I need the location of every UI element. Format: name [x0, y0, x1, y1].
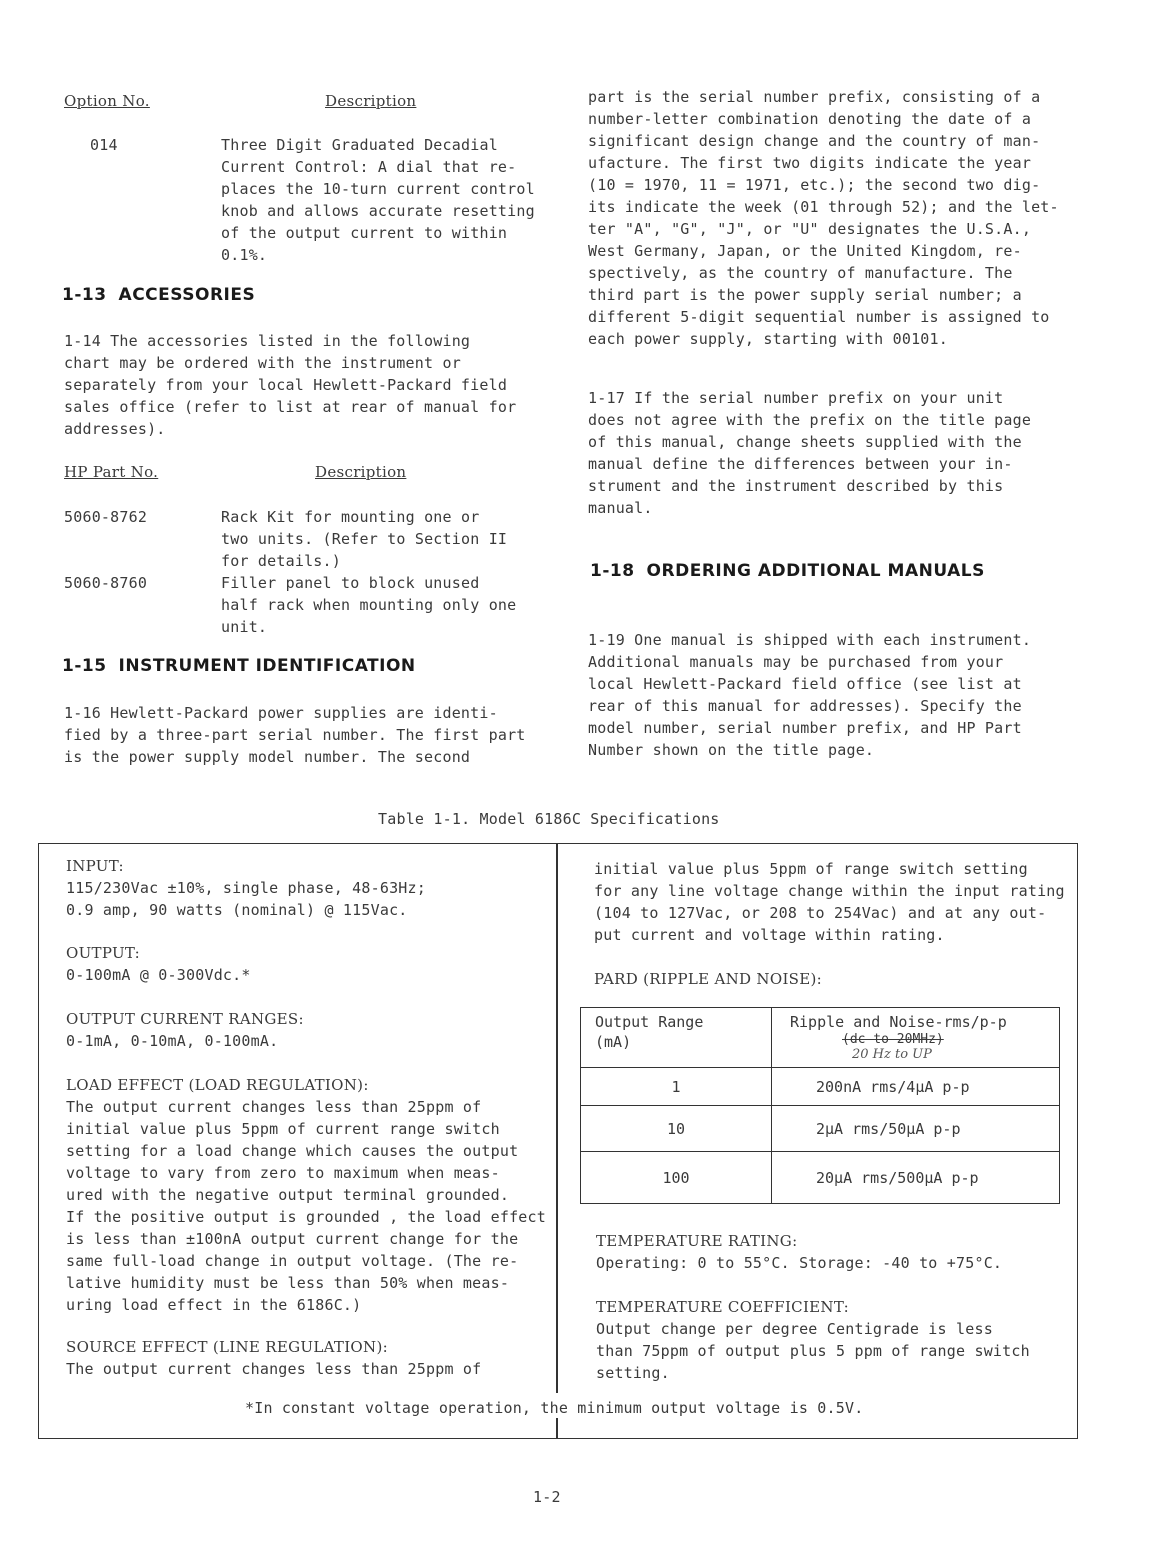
accessory-description: Filler panel to block unused half rack when mounting only one unit.	[221, 574, 517, 636]
option-description: Three Digit Graduated Decadial Current Control: A dial that re- places the 10-turn current control knob and allows accurate resetting of the output current to within 0.1%.	[221, 136, 535, 264]
section-heading-1-15	[62, 656, 416, 676]
accessory-description: Rack Kit for mounting one or two units. (Refer to Section II for details.)	[221, 508, 508, 570]
accessory-part-number: 5060-8762	[64, 508, 148, 526]
option-number: 014	[90, 136, 118, 154]
section-title: INSTRUMENT IDENTIFICATION	[118, 656, 416, 676]
pard-label: PARD (RIPPLE AND NOISE):	[594, 970, 823, 988]
temperature-coefficient-spec: Output change per degree Centigrade is less than 75ppm of output plus 5 ppm of range switch setting.	[596, 1320, 1030, 1382]
pard-table	[580, 1007, 1060, 1204]
temperature-rating-spec: Operating: 0 to 55°C. Storage: -40 to +75°C.	[596, 1254, 1003, 1272]
accessory-part-number: 5060-8760	[64, 574, 148, 592]
paragraph-1-17: 1-17 If the serial number prefix on your unit does not agree with the prefix on the title page of this manual, change sheets supplied with the manual define the differences between your in- strument and the instrument described by this manual.	[588, 389, 1032, 517]
paragraph-1-19: 1-19 One manual is shipped with each instrument. Additional manuals may be purchased from your local Hewlett-Packard field office (see list at rear of this manual for addresses). Specify the model number, serial number prefix, and HP Part Number shown on the title page.	[588, 631, 1032, 759]
section-heading-1-13	[62, 285, 255, 305]
pard-noise-cell: 20μA rms/500μA p-p	[772, 1152, 1060, 1204]
source-effect-label: SOURCE EFFECT (LINE REGULATION):	[66, 1338, 388, 1356]
pard-header-ripple-noise	[772, 1008, 1060, 1068]
source-effect-spec: The output current changes less than 25ppm of	[66, 1360, 482, 1378]
pard-range-cell: 1	[581, 1068, 772, 1106]
temperature-rating-label: TEMPERATURE RATING:	[596, 1232, 798, 1250]
option-description-header: Description	[325, 92, 417, 110]
temperature-coefficient-label: TEMPERATURE COEFFICIENT:	[596, 1298, 849, 1316]
paragraph-1-16: 1-16 Hewlett-Packard power supplies are identi- fied by a three-part serial number. The first part is the power supply model number. The second	[64, 704, 526, 766]
pard-noise-cell: 200nA rms/4μA p-p	[772, 1068, 1060, 1106]
pard-noise-cell: 2μA rms/50μA p-p	[772, 1106, 1060, 1152]
hp-part-no-header: HP Part No.	[64, 463, 159, 481]
pard-header-struck-range: (dc to 20MHz)	[842, 1032, 944, 1047]
section-title: ORDERING ADDITIONAL MANUALS	[646, 561, 985, 581]
pard-header-output-range: Output Range (mA)	[581, 1008, 772, 1068]
section-heading-1-18	[590, 561, 985, 581]
column-divider	[556, 1418, 558, 1439]
section-number: 1-15	[62, 656, 107, 676]
pard-range-cell: 100	[581, 1152, 772, 1204]
output-spec: 0-100mA @ 0-300Vdc.*	[66, 966, 251, 984]
page-number: 1-2	[533, 1488, 561, 1506]
footnote: *In constant voltage operation, the minimum output voltage is 0.5V.	[245, 1399, 864, 1417]
section-number: 1-18	[590, 561, 635, 581]
paragraph-1-14: 1-14 The accessories listed in the following chart may be ordered with the instrument or separately from your local Hewlett-Packard field sales office (refer to list at rear of manual for addresses).	[64, 332, 517, 438]
load-effect-label: LOAD EFFECT (LOAD REGULATION):	[66, 1076, 369, 1094]
accessory-description-header: Description	[315, 463, 407, 481]
output-label: OUTPUT:	[66, 944, 141, 962]
column-divider	[556, 843, 558, 1393]
output-current-ranges-label: OUTPUT CURRENT RANGES:	[66, 1010, 304, 1028]
section-title: ACCESSORIES	[118, 285, 256, 305]
input-spec: 115/230Vac ±10%, single phase, 48-63Hz; 0.9 amp, 90 watts (nominal) @ 115Vac.	[66, 879, 426, 919]
pard-header-ripple-noise-label: Ripple and Noise-rms/p-p	[790, 1013, 1007, 1031]
table-caption: Table 1-1. Model 6186C Specifications	[378, 810, 720, 828]
output-current-ranges-spec: 0-1mA, 0-10mA, 0-100mA.	[66, 1032, 279, 1050]
load-effect-spec: The output current changes less than 25ppm of initial value plus 5ppm of current range switch setting for a load change which causes the output voltage to vary from zero to maximum when meas- ured with the negative output terminal grounded. If the positive output is grounded , the load effect is less than ±100nA output current change for the same full-load change in output voltage. (The re- lative humidity must be less than 50% when meas- uring load effect in the 6186C.)	[66, 1098, 546, 1314]
section-number: 1-13	[62, 285, 107, 305]
input-label: INPUT:	[66, 857, 124, 875]
source-effect-spec-continued: initial value plus 5ppm of range switch setting for any line voltage change within the input rating (104 to 127Vac, or 208 to 254Vac) and at any out- put current and voltage within rating.	[594, 860, 1065, 944]
pard-header-handwritten-correction: 20 Hz to UP	[852, 1047, 932, 1062]
option-no-header: Option No.	[64, 92, 150, 110]
pard-range-cell: 10	[581, 1106, 772, 1152]
paragraph-serial-number-continued: part is the serial number prefix, consisting of a number-letter combination denoting the date of a significant design change and the country of man- ufacture. The first two digits indicate the year (10 = 1970, 11 = 1971, etc.); the second two dig- its indicate the week (01 through 52); and the let- ter "A", "G", "J", or "U" designates the U.S.A., West Germany, Japan, or the United Kingdom, re- spectively, as the country of manufacture. The third part is the power supply serial number; a different 5-digit sequential number is assigned to each power supply, starting with 00101.	[588, 88, 1059, 348]
